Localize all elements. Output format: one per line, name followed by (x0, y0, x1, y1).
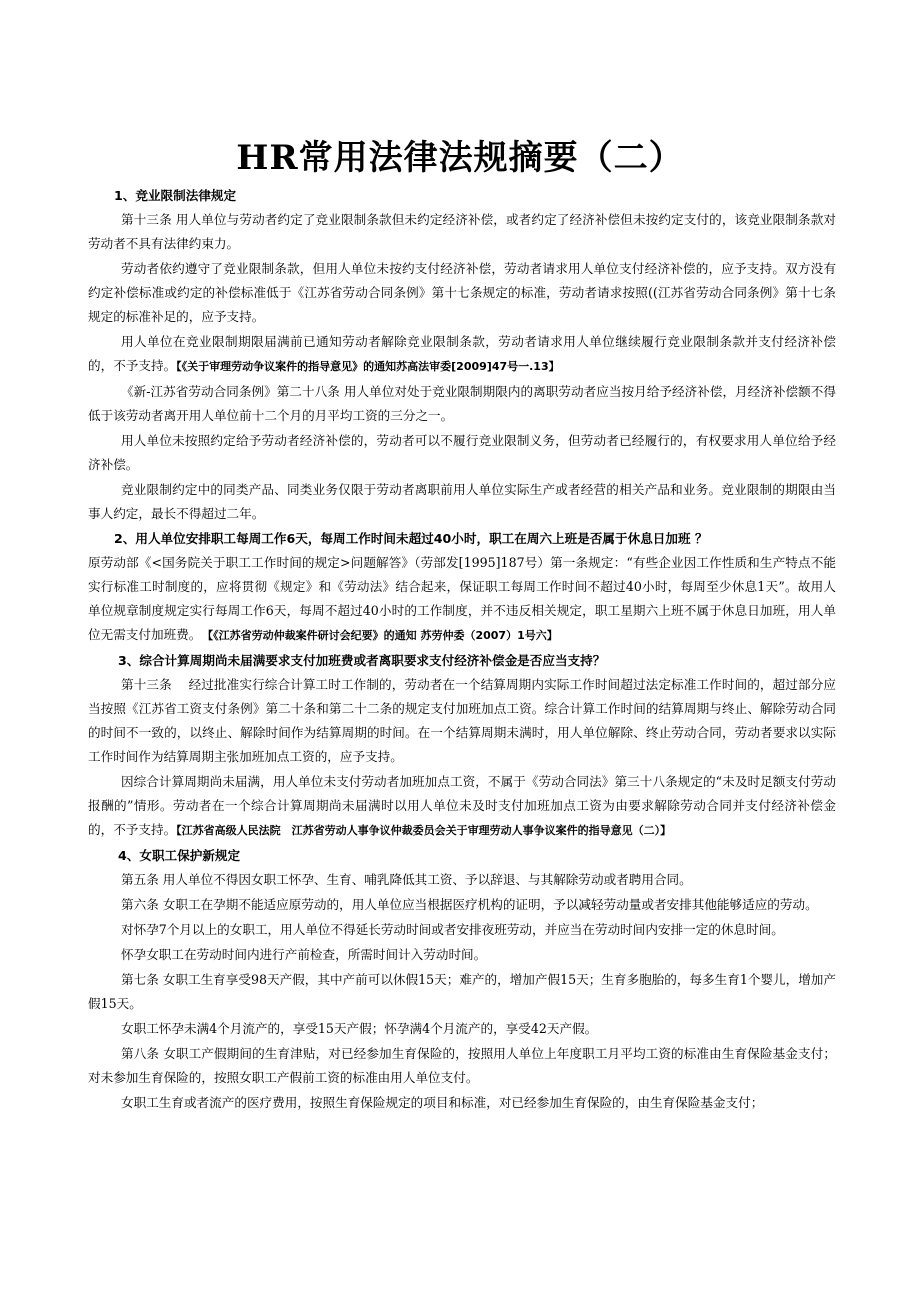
section-heading-3: 3、综合计算周期尚未届满要求支付加班费或者离职要求支付经济补偿金是否应当支持？ (118, 653, 606, 668)
paragraph: 第十三条 经过批准实行综合计算工时工作制的，劳动者在一个结算周期内实际工作时间超过法定标准工作时间的，超过部分应当按照《江苏省工资支付条例》第二十条和第二十二条的规定支付加班加点工资。综合计算工作时间的结算周期与终止、解除劳动合同的时间不一致的，以终止、解除时间作为结算周期的时间。在一个结算周期未满时，用人单位解除、终止劳动合同，劳动者要求以实际工作时间作为结算周期主张加班加点工资的，应予支持。 (88, 677, 836, 764)
paragraph: 第十三条 用人单位与劳动者约定了竞业限制条款但未约定经济补偿，或者约定了经济补偿但未按约定支付的，该竞业限制条款对劳动者不具有法律约束力。 (88, 212, 836, 251)
paragraph: 第五条 用人单位不得因女职工怀孕、生育、哺乳降低其工资、予以辞退、与其解除劳动或者聘用合同。 (121, 872, 692, 887)
section-heading-4: 4、女职工保护新规定 (118, 848, 241, 863)
paragraph: 第七条 女职工生育享受98天产假，其中产前可以休假15天；难产的，增加产假15天；生育多胞胎的，每多生育1个婴儿，增加产假15天。 (88, 972, 836, 1011)
citation: 【《江苏省劳动仲裁案件研讨会纪要》的通知 苏劳仲委（2007）1号六】 (207, 629, 558, 642)
paragraph: 原劳动部《<国务院关于职工工作时间的规定>问题解答》（劳部发[1995]187号）第一条规定：“有些企业因工作性质和生产特点不能实行标准工时制度的，应将贯彻《规定》和《劳动法》结合起来，保证职工每周工作时间不超过40小时，每周至少休息1天”。故用人单位规章制度规定实行每周工作6天，每周不超过40小时的工作制度，并不违反相关规定，职工星期六上班不属于休息日加班，用人单位无需支付加班费。 【《江苏省劳动仲裁案件研讨会纪要》的通知 苏劳仲委（2007）1号六】 (88, 555, 836, 642)
paragraph: 对怀孕7个月以上的女职工，用人单位不得延长劳动时间或者安排夜班劳动，并应当在劳动时间内安排一定的休息时间。 (121, 922, 784, 937)
paragraph: 竞业限制约定中的同类产品、同类业务仅限于劳动者离职前用人单位实际生产或者经营的相关产品和业务。竞业限制的期限由当事人约定，最长不得超过二年。 (88, 482, 836, 521)
paragraph: 第六条 女职工在孕期不能适应原劳动的，用人单位应当根据医疗机构的证明，予以减轻劳动量或者安排其他能够适应的劳动。 (121, 897, 818, 912)
paragraph: 第八条 女职工产假期间的生育津贴，对已经参加生育保险的，按照用人单位上年度职工月平均工资的标准由生育保险基金支付；对未参加生育保险的，按照女职工产假前工资的标准由用人单位支付。 (88, 1046, 836, 1085)
paragraph: 劳动者依约遵守了竞业限制条款，但用人单位未按约支付经济补偿，劳动者请求用人单位支付经济补偿的，应予支持。双方没有约定补偿标准或约定的补偿标准低于《江苏省劳动合同条例》第十七条规定的标准，劳动者请求按照((江苏省劳动合同条例》第十七条规定的标准补足的，应予支持。 (88, 261, 836, 324)
paragraph: 女职工生育或者流产的医疗费用，按照生育保险规定的项目和标准，对已经参加生育保险的，由生育保险基金支付； (121, 1095, 764, 1110)
paragraph: 《新-江苏省劳动合同条例》第二十八条 用人单位对处于竞业限制期限内的离职劳动者应当按月给予经济补偿，月经济补偿额不得低于该劳动者离开用人单位前十二个月的月平均工资的三分之一。 (88, 384, 836, 423)
paragraph: 女职工怀孕未满4个月流产的，享受15天产假；怀孕满4个月流产的，享受42天产假。 (121, 1021, 598, 1036)
page-title: HR常用法律法规摘要（二） (236, 138, 684, 178)
section-heading-1: 1、竞业限制法律规定 (114, 188, 237, 203)
document-body (88, 184, 836, 1116)
citation: 【江苏省高级人民法院 江苏省劳动人事争议仲裁委员会关于审理劳动人事争议案件的指导意见（二）】 (176, 824, 672, 837)
paragraph: 用人单位未按照约定给予劳动者经济补偿的，劳动者可以不履行竞业限制义务，但劳动者已经履行的，有权要求用人单位给予经济补偿。 (88, 433, 836, 472)
citation: 【《关于审理劳动争议案件的指导意见》的通知苏高法审委[2009]47号一.13】 (176, 360, 560, 373)
paragraph: 怀孕女职工在劳动时间内进行产前检查，所需时间计入劳动时间。 (121, 947, 487, 962)
paragraph: 用人单位在竞业限制期限届满前已通知劳动者解除竞业限制条款，劳动者请求用人单位继续履行竞业限制条款并支付经济补偿的，不予支持。【《关于审理劳动争议案件的指导意见》的通知苏高法审委[2009]47号一.13】 (88, 334, 836, 373)
section-heading-2: 2、用人单位安排职工每周工作6天，每周工作时间未超过40小时，职工在周六上班是否属于休息日加班 ？ (114, 531, 708, 546)
paragraph: 因综合计算周期尚未届满，用人单位未支付劳动者加班加点工资，不属于《劳动合同法》第三十八条规定的“未及时足额支付劳动报酬的”情形。劳动者在一个综合计算周期尚未届满时以用人单位未及时支付加班加点工资为由要求解除劳动合同并支付经济补偿金的，不予支持。【江苏省高级人民法院 江苏省劳动人事争议仲裁委员会关于审理劳动人事争议案件的指导意见（二）】 (88, 774, 836, 837)
